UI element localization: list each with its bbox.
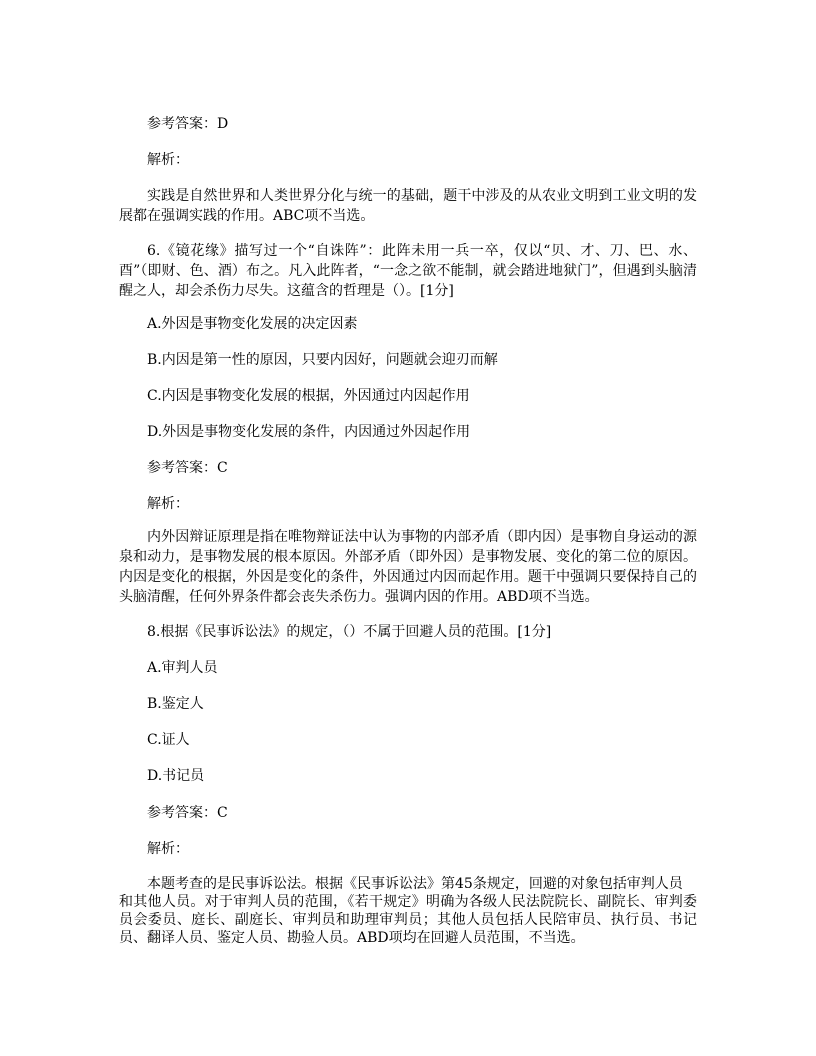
q8-analysis-text: 和其他人员。对于审判人员的范围，《若干规定》明确为各级人民法院院长、副院长、审判委员会委员、庭长、副庭长、审判员和助理审判员；其他人员包括人民陪审员、执行员、书记员、翻译人员、鉴定人员、勘验人员。ABD项均在回避人员范围，不当选。 [119, 894, 697, 946]
q5-analysis-label: 解析： [147, 152, 189, 168]
q8-option-c: C.证人 [147, 732, 190, 748]
q6-answer: 参考答案：C [147, 460, 228, 476]
q8-option-a: A.审判人员 [147, 660, 218, 676]
q6-question: 6.《镜花缘》描写过一个“自诛阵”：此阵未用一兵一卒，仅以“贝、才、刀、巴、水、酉”（即财、色、酒）布之。凡入此阵者，“一念之欲不能制，就会踏进地狱门”，但遇到头脑清醒之人，却会杀伤力尽失。这蕴含的哲理是（）。[1分] [119, 243, 697, 299]
q8-option-d: D.书记员 [147, 768, 205, 784]
q8-answer: 参考答案：C [147, 805, 228, 821]
q6-analysis-text: 内外因辩证原理是指在唯物辩证法中认为事物的内部矛盾（即内因）是事物自身运动的源泉和动力，是事物发展的根本原因。外部矛盾（即外因）是事物发展、变化的第二位的原因。内因是变化的根据，外因是变化的条件，外因通过内因而起作用。题干中强调只要保持自己的头脑清醒，任何外界条件都会丧失杀伤力。强调内因的作用。ABD项不当选。 [119, 529, 697, 605]
q5-analysis-text: 实践是自然世界和人类世界分化与统一的基础，题干中涉及的从农业文明到工业文明的发展都在强调实践的作用。ABC项不当选。 [119, 188, 697, 224]
q6-option-d: D.外因是事物变化发展的条件，内因通过外因起作用 [147, 424, 471, 440]
q6-option-c: C.内因是事物变化发展的根据，外因通过内因起作用 [147, 388, 470, 404]
q8-analysis-first-line: 本题考查的是民事诉讼法。根据《民事诉讼法》第45条规定，回避的对象包括审判人员 [147, 876, 683, 892]
q6-analysis-label: 解析： [147, 496, 189, 512]
q6-option-a: A.外因是事物变化发展的决定因素 [147, 316, 358, 332]
q8-question: 8.根据《民事诉讼法》的规定，（）不属于回避人员的范围。[1分] [147, 624, 552, 640]
q5-answer: 参考答案：D [147, 116, 229, 132]
q8-analysis-label: 解析： [147, 841, 189, 857]
q6-option-b: B.内因是第一性的原因，只要内因好，问题就会迎刃而解 [147, 352, 498, 368]
q8-option-b: B.鉴定人 [147, 696, 204, 712]
